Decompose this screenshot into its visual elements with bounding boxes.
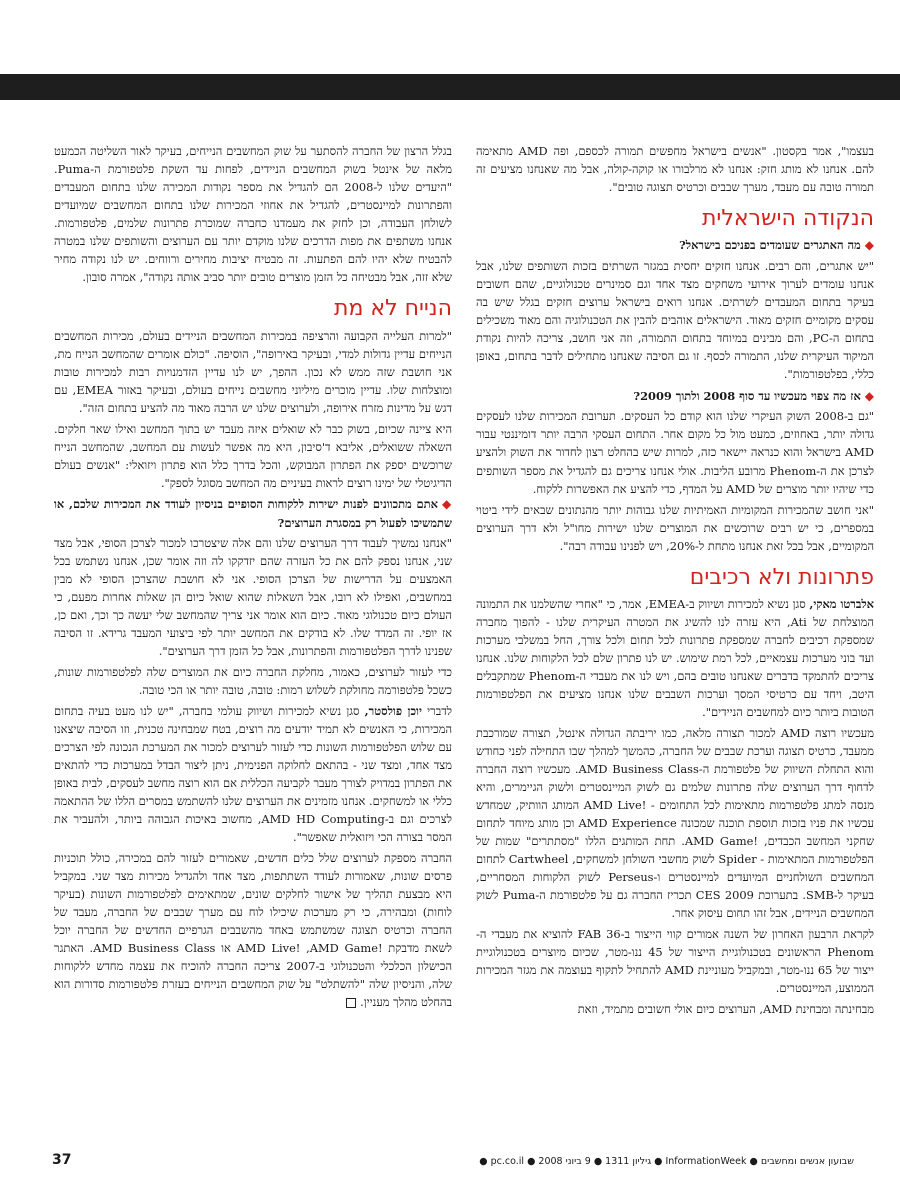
paragraph: [54, 702, 452, 846]
end-mark-icon: [346, 998, 356, 1008]
paragraph-text: לדברי: [421, 703, 453, 718]
paragraph: "גם ב-2008 השוק העיקרי שלנו הוא קודם כל העסקים. תערובת המכירות שלנו לעסקים גדולה יותר, באחוזים, כמעט מול כל מקום אחר. התחום העסקי הרבה יותר דומיננטי עבור AMD בישראל והוא כנראה יישאר כזה, למרות שיש בהחלט רצון לחדור את השוק ולהציע לצרכן את ה-Phenom מרובע הליבות. אולי אנחנו צריכים גם להגדיל את מספר השותפים כדי שיהיו יותר מוצרים של AMD על המדף, כדי להציע את האפשרות ללקוח.: [476, 409, 874, 496]
paragraph: בגלל הרצון של החברה להסתער על שוק המחשבים הנייחים, בעיקר לאור השליטה הכמעט מלאה של אינטל בשוק המחשבים הניידים, לפחות עד השקת פלטפורמת ה-Puma. "היעדים שלנו ל-2008 הם להגדיל את מספר נקודות המכירה שלנו בתחום המעבדים והפתרונות למיינסטרים, להגדיל את אחוזי המכירות שלנו בתחום המחשבים שמיועדים לשולחן העבודה, וכן לחזק את מעמדנו כחברה שמוכרת פתרונות שלמים, פלטפורמות. אנחנו משתפים את מפות הדרכים שלנו מוקדם יותר עם הערוצים והשותפים שלנו במטרה להבטיח שלא יהיו להם הפתעות. זה מבטיח יציבות מחירים ורווחים. יש לנו נקודה מחיר שלא זזה, אבל מבטיחה כל הזמן מוצרים טובים יותר סביב אותה נקודה", אמרה סובון.: [54, 144, 453, 285]
paragraph: מעכשיו רוצה AMD למכור תצורה מלאה, כמו יריבתה הגדולה אינטל, תצורה שמורכבת ממעבד, כרטיס תצוגה וערכת שבבים של החברה, כהמשך למהלך שבו התחילה לפני כחודש והוא התחלת השיווק של פלטפורמת ה-AMD Business Class. מעכשיו רוצה החברה לדחוף דרך הערוצים שלה פתרונות שלמים גם לשוק המיינסטרים ולשוק הגיימרים, והיא מנסה למתג פלטפורמות מתאימות לכל התחומים - !AMD Live המותג הוותיק, שמחדש עכשיו את פניו בזכות תוספת תוכנה שמכונה AMD Experience וכן מותג מיוחד לתחום שחקני המחשב הכבדים, !AMD Game. תחת המותגים הללו "מסתתרים" שמות של הפלטפורמות המתאימות - Spider לשוק מחשבי השולחן למשחקים, Cartwheel לתחום המחשבים השולחניים המיועדים למיינסטרים ו-Perseus לשוק הלקוחות המסחריים, בעיקר ל-SMB. בתערוכת CES 2009 תכריז החברה גם על פלטפורמת ה-Puma לשוק המחשבים הניידים, אבל זהו תחום עיסוק אחר.: [476, 726, 875, 921]
header-bar: [0, 74, 900, 100]
question-text: אתם מתכוונים לפנות ישירות ללקוחות הסופיים בניסיון לעודד את המכירות שלכם, או שתמשיכו לפעול רק במסגרת הערוצים?: [54, 496, 452, 530]
section-heading: הנייח לא מת: [334, 296, 452, 322]
left-column: [54, 142, 452, 1014]
diamond-icon: ◆: [864, 388, 874, 403]
paragraph: בעצמו", אמר בקסטון. "אנשים בישראל מחפשים תמורה לכספם, ופה AMD מתאימה להם. אנחנו לא מותג חזק: אנחנו לא מרלבורו או קוקה-קולה, אבל מה שאנחנו מציעים זה תמורה טובה עם מעבד, מערך שבבים וכרטיס תצוגה טובים".: [476, 144, 874, 195]
question: [54, 495, 452, 532]
paragraph: "יש אתגרים, והם רבים. אנחנו חזקים יחסית במגזר השרתים בזכות השותפים שלנו, אבל אנחנו עומדים לערוך אירועי משחקים מצד אחד וגם סמינרים טכנולוגיים, שהם חשובים בעיקר בתחום המעבדים לשרתים. אנחנו רואים בישראל ערוצים חזקים בגלל שיש בה עסקים מקומיים חזקים מאוד. הישראלים אוהבים להבין את הטכנולוגיה והם מאוד משכילים בתחום ה-PC, והם מבינים במיוחד בתחום התמורה, וזה אני חושב, צריכה להיות נקודת המיקוד העיקרית שלנו, התמורה לכסף. זו גם הסיבה שאנחנו מתחילים לדבר בתחום, באופן כללי, בפלטפורמות".: [476, 259, 874, 382]
paragraph: "למרות העלייה הקבועה והרציפה במכירות המחשבים הניידים בעולם, מכירות המחשבים הנייחים עדיין גדולות למדי, ובעיקר באירופה", הוסיפה. "כולם אומרים שהמחשב הנייח מת, אני חושבת שזה ממש לא נכון. ההפך, יש לנו עדיין הזדמנויות רבות למכירות טובות ומוצלחות שלו. עדיין מוכרים מיליוני מחשבים נייחים בעולם, ובעיקר באזור EMEA, עם דגש על מדינות מזרח אירופה, ולערוצים שלנו יש הרבה מאוד מה להציע בתחום הזה".: [54, 328, 452, 415]
page-number: 37: [52, 1152, 72, 1168]
question-text: אז מה צפוי מעכשיו עד סוף 2008 ולתוך 2009?: [633, 388, 861, 403]
question: [476, 387, 874, 406]
paragraph: [476, 595, 874, 721]
paragraph: היא ציינה שכיום, בשוק כבר לא שואלים איזה מעבד יש בתוך המחשב ואילו שאר חלקים. השאלה ששואלים, אליבא ד'סיבון, היא מה אפשר לעשות עם המחשב, שהמחשב הנייח שרוכשים יספק את הפתרון המבוקש, והכל בדרך כלל הוא פתרון ויזואלי: "אנשים בעולם הדיגיטלי של ימינו רוצים לראות בעיניים מה המחשב מסוגל לספק".: [54, 421, 452, 490]
footer-text: שבועון אנשים ומחשבים ● InformationWeek ● גיליון 1311 ● 9 ביוני 2008 ● pc.co.il ●: [479, 1156, 854, 1167]
paragraph: "אני חושב שהמכירות המקומיות האמיתיות שלנו גבוהות יותר מהנתונים שבאים לידי ביטוי במספרים, כי יש רבים שרוכשים את המוצרים שלנו ישירות מחו"ל ולא דרך הערוצים המקומיים, אבל בכל זאת אנחנו מתחת ל-20%, ויש לפנינו עבודה רבה".: [476, 502, 874, 553]
paragraph-text: סגן נשיא למכירות ושיווק עולמי בחברה, "יש לנו מעט בעיה בתחום המכירות, כי האנשים לא תמיד יודעים מה רוצים, בטח שמבחינה טכנית, וזו הסיבה שיצאנו עם שלוש הפלטפורמות השונות כדי לעזור לערוצים למכור את המערכת הנכונה לפי הצרכים מצד אחד, ומצד שני - בהתאם לחלוקה הפנימית, ניתן ליצור הבדל במערכות כדי להתאים את הפתרון במדויק לצורך מעבר לקביעה הכללית אם הוא רוצה מחשב לעסקים, לבית באופן כללי או למשחקים. אנחנו מזמינים את הערוצים שלנו להשתמש במסרים הללו של ההתאמה לצרכים וגם ב-AMD HD Computing, מחשוב באיכות הגבוהה ביותר, ולהעביר את המסר בצורה הכי ויזואלית שאפשר".: [54, 703, 453, 844]
right-column: [476, 142, 874, 1021]
diamond-icon: ◆: [441, 496, 452, 511]
paragraph: כדי לעזור לערוצים, כאמור, מחלקת החברה כיום את המוצרים שלה לפלטפורמות שונות, כשכל פלטפורמה מחולקת לשלוש רמות: טובה, טובה יותר או הכי טובה.: [54, 664, 452, 697]
paragraph: מבחינתה ומבחינת AMD, הערוצים כיום אולי חשובים מתמיד, וזאת: [577, 1002, 874, 1017]
question-text: מה האתגרים שעומדים בפניכם בישראל?: [679, 238, 861, 253]
diamond-icon: ◆: [864, 238, 874, 253]
paragraph: "אנחנו נמשיך לעבוד דרך הערוצים שלנו והם אלה שיצטרכו למכור לצרכן הסופי, אבל מצד שני, אנחנו נספק להם את כל העזרה שהם יזדקקו לה וזה אומר שכן, אנחנו נשתמש בכל האמצעים על הדרישות של הצרכן הסופי. אני לא חושבת שהצרכן הסופי לא מבין במחשבים, ואפילו לא רובו, אבל השאלות שהוא שואל כיום הן שאלות אחרות מפעם, כי העולם כיום טכנולוגי מאוד. כיום הוא אומר אני צריך שהמחשב שלי יעשה כך וכך, ואם כן, אז יופי. זה המדד שלו. לא בודקים את המחשב יותר לפי ביצועי המעבד גרידא. זו הסיבה שפנינו לדרך הפלטפורמות והפתרונות, אבל כל הזמן דרך הערוצים".: [54, 535, 452, 658]
section-heading: פתרונות ולא רכיבים: [689, 564, 874, 590]
speaker-name: אלברטו מאקי,: [809, 596, 874, 611]
paragraph: לקראת הרבעון האחרון של השנה אמורים קווי הייצור ב-FAB 36 להוציא את מעבדי ה-Phenom הראשונים בטכנולוגיית הייצור של 45 ננו-מטר, שכיום מיוצרים בטכנולוגיית ייצור של 65 ננו-מטר, ובמקביל מעוניינת AMD להתחיל לתקוף בעוצמה את מגזר המכירות הממוצע, המיינסטרים.: [476, 927, 875, 996]
paragraph: [54, 849, 452, 1011]
speaker-name: יוכן פולסטר,: [364, 703, 422, 718]
paragraph-text: החברה מספקת לערוצים שלל כלים חדשים, שאמורים לעזור להם במכירה, כולל תוכניות פרסים שונות, שאמורות לעודד השתתפות, מצד אחד ולהגדיל מכירות מצד שני. במקביל היא מבצעת תהליך של אישור לחלקים שונים, שמתאימים לפלטפורמות השונות (בעיקר לוחות) ומבהירה, כי רק מערכות שיכילו לוח עם מערך שבבים של החברה, מעבד של החברה וכרטיס תצוגה שמשתמש באחד מהשבבים הגרפיים החדשים של החברה יוכל לשאת מדבקת !AMD Live! ,AMD Game או AMD Business Class. האתגר הכישלון הכלכלי והטכנולוגי ב-2007 צריכה החברה להוכיח את עצמה מחדש ללקוחות שלה, והניסיון שלה "להשתלט" על שוק המחשבים הנייחים בעזרת פלטפורמות סדורות הוא בהחלט מהלך מעניין.: [54, 850, 453, 1010]
section-heading: הנקודה הישראלית: [701, 206, 874, 232]
question: [476, 236, 874, 255]
paragraph-text: סגן נשיא למכירות ושיווק ב-EMEA, אמר, כי "אחרי שהשלמנו את התמונה המוצלחת של Ati, היא עזרה לנו להשיג את המטרה העיקרית שלנו - להפוך מחברה שמספקת רכיבים לחברה שמספקת פתרונות לכל תחום ולכל צורך, החל במשלבי מערכות ועד בוני מערכות עצמאיים, לכל רמת שימוש. יש לנו פתרון שלם לכל הלקוחות שלנו. אנחנו צריכים להתמקד בדברים שאנחנו טובים בהם, ויש לנו את מעבדי ה-Phenom שמתקבלים היטב, ויחד עם כרטיסי המסך וערכות השבבים שלנו אנחנו מציעים את הפלטפורמות הטובות ביותר כיום למחשבים הניידים".: [476, 596, 874, 720]
